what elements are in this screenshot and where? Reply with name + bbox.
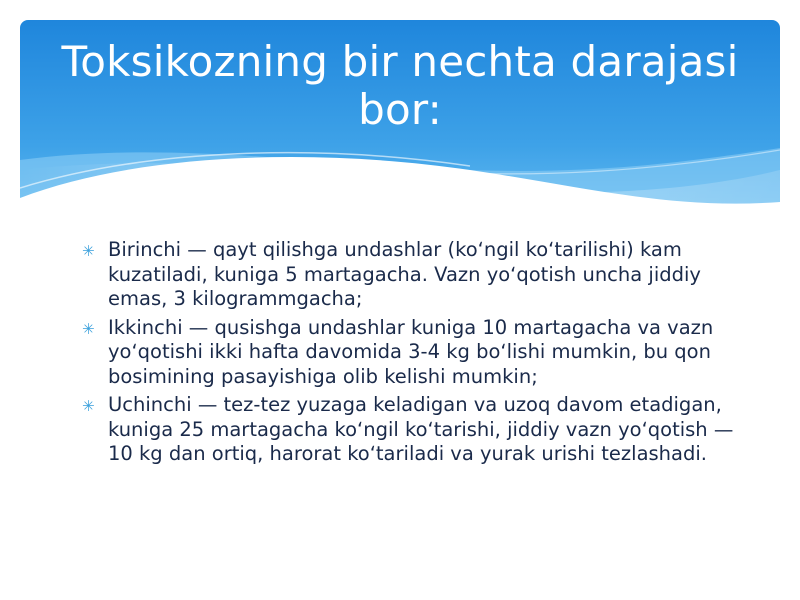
bullet-text: Uchinchi — tez-tez yuzaga keladigan va uzoq davom etadigan, kuniga 25 martagacha koʻngil koʻtarishi, jiddiy vazn yoʻqotish — 10 kg dan ortiq, harorat koʻtariladi va yurak urishi tezlashadi. (108, 393, 734, 465)
asterisk-bullet-icon: ✳ (82, 397, 95, 415)
asterisk-bullet-icon: ✳ (82, 319, 95, 338)
bullet-list (82, 238, 742, 471)
bullet-text: Birinchi — qayt qilishga undashlar (koʻngil koʻtarilishi) kam kuzatiladi, kuniga 5 martagacha. Vazn yoʻqotish uncha jiddiy emas, 3 kilogrammgacha; (108, 238, 701, 310)
bullet-text: Ikkinchi — qusishga undashlar kuniga 10 martagacha va vazn yoʻqotishi ikki hafta davomida 3-4 kg boʻlishi mumkin, bu qon bosimining pasayishiga olib kelishi mumkin; (108, 315, 714, 388)
list-item (82, 316, 742, 390)
list-item (82, 238, 742, 312)
slide-title: Toksikozning bir nechta darajasi bor: (61, 37, 739, 134)
asterisk-bullet-icon: ✳ (82, 242, 95, 260)
list-item (82, 393, 742, 467)
